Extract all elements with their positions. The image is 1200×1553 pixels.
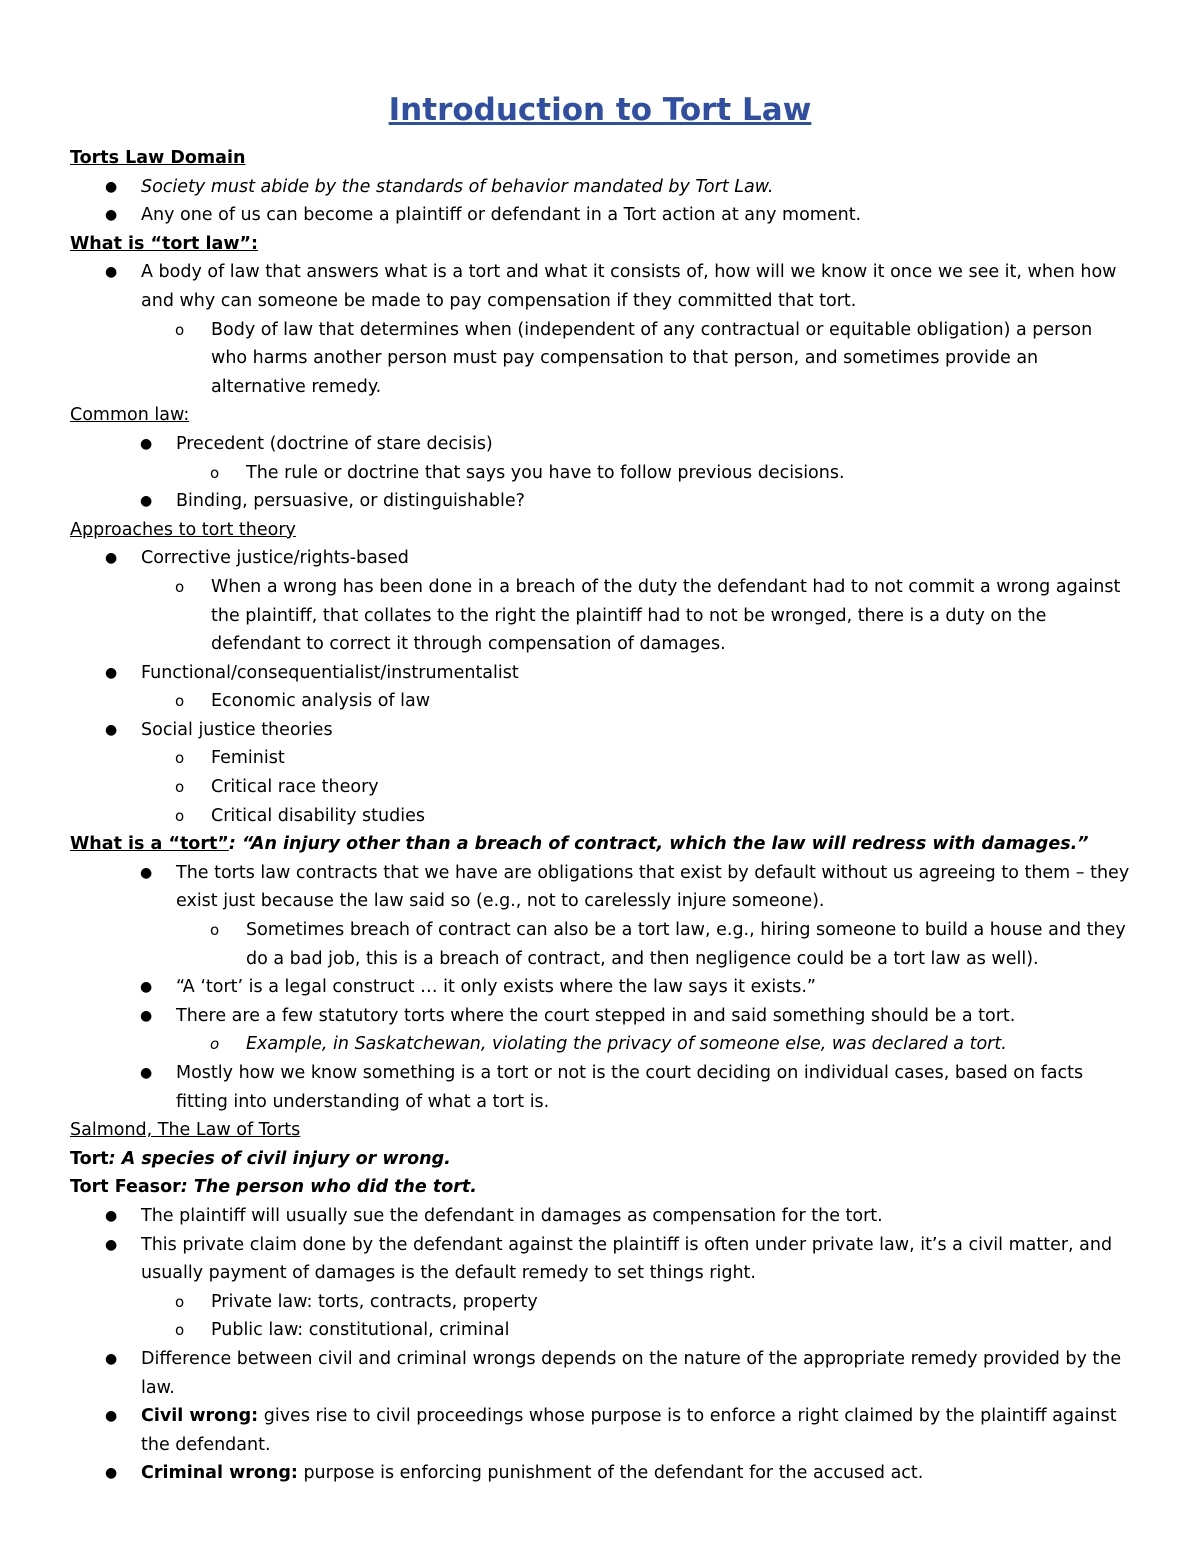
bullet-icon: ● [105, 264, 118, 281]
list-item: ● Binding, persuasive, or distinguishable? [70, 487, 1130, 516]
list-item: ● This private claim done by the defendant against the plaintiff is often under private law, it’s a civil matter, and usually payment of damages is the default remedy to set things right. [70, 1231, 1130, 1288]
bullet-icon: ● [105, 550, 118, 567]
circle-bullet-icon: o [210, 921, 220, 940]
bullet-icon: ● [105, 721, 118, 738]
circle-bullet-icon: o [210, 1035, 220, 1054]
list-item-criminal-wrong: ● Criminal wrong: purpose is enforcing punishment of the defendant for the accused act. [70, 1459, 1130, 1488]
bullet-icon: ● [140, 493, 153, 510]
circle-bullet-icon: o [175, 1292, 185, 1311]
sub-list-item: o Feminist [70, 744, 1130, 773]
bullet-icon: ● [140, 1007, 153, 1024]
sub-list-item: o Private law: torts, contracts, property [70, 1288, 1130, 1317]
list-item-civil-wrong: ● Civil wrong: gives rise to civil proceedings whose purpose is to enforce a right claimed by the plaintiff against the defendant. [70, 1402, 1130, 1459]
circle-bullet-icon: o [210, 463, 220, 482]
bullet-icon: ● [105, 1350, 118, 1367]
list-item: ● Society must abide by the standards of behavior mandated by Tort Law. [70, 173, 1130, 202]
list-item: ● Any one of us can become a plaintiff or defendant in a Tort action at any moment. [70, 201, 1130, 230]
sub-list-item: o Critical disability studies [70, 802, 1130, 831]
bullet-icon: ● [105, 1465, 118, 1482]
list-item: ● Precedent (doctrine of stare decisis) [70, 430, 1130, 459]
document-page [70, 90, 1130, 1488]
bullet-icon: ● [140, 979, 153, 996]
list-item: ● Mostly how we know something is a tort or not is the court deciding on individual cases, based on facts fitting into understanding of what a tort is. [70, 1059, 1130, 1116]
section-heading-what-is-a-tort: What is a “tort”: “An injury other than a breach of contract, which the law will redress with damages.” [70, 834, 1089, 855]
section-heading-what-is-tort-law: What is “tort law”: [70, 233, 258, 254]
section-heading-torts-law-domain: Torts Law Domain [70, 148, 246, 168]
circle-bullet-icon: o [175, 778, 185, 797]
circle-bullet-icon: o [175, 806, 185, 825]
circle-bullet-icon: o [175, 749, 185, 768]
section-heading-approaches: Approaches to tort theory [70, 519, 296, 540]
bullet-icon: ● [105, 1408, 118, 1425]
list-item: ● The plaintiff will usually sue the defendant in damages as compensation for the tort. [70, 1202, 1130, 1231]
circle-bullet-icon: o [175, 1321, 185, 1340]
bullet-icon: ● [140, 864, 153, 881]
circle-bullet-icon: o [175, 320, 185, 339]
definition-tort: Tort: A species of civil injury or wrong. [70, 1148, 451, 1169]
bullet-icon: ● [105, 1207, 118, 1224]
bullet-icon: ● [140, 435, 153, 452]
bullet-icon: ● [140, 1065, 153, 1081]
list-item: ● “A ‘tort’ is a legal construct … it only exists where the law says it exists.” [70, 973, 1130, 1002]
bullet-icon: ● [105, 178, 118, 195]
sub-list-item: o Economic analysis of law [70, 687, 1130, 716]
sub-list-item: o Sometimes breach of contract can also be a tort law, e.g., hiring someone to build a house and they do a bad job, this is a breach of contract, and then negligence could be a tort law as well). [70, 916, 1130, 973]
sub-list-item: o Example, in Saskatchewan, violating the privacy of someone else, was declared a tort. [70, 1030, 1130, 1059]
section-heading-common-law: Common law: [70, 405, 190, 426]
definition-tort-feasor: Tort Feasor: The person who did the tort. [70, 1177, 477, 1198]
list-item: ● Difference between civil and criminal wrongs depends on the nature of the appropriate remedy provided by the law. [70, 1345, 1130, 1402]
document-title: Introduction to Tort Law [388, 92, 812, 128]
bullet-icon: ● [105, 664, 118, 681]
section-heading-salmond: Salmond, The Law of Torts [70, 1120, 301, 1141]
sub-list-item: o Public law: constitutional, criminal [70, 1316, 1130, 1345]
circle-bullet-icon: o [175, 577, 185, 596]
sub-list-item: o The rule or doctrine that says you have to follow previous decisions. [70, 459, 1130, 488]
list-item: ● Functional/consequentialist/instrumentalist [70, 659, 1130, 688]
sub-list-item: o When a wrong has been done in a breach of the duty the defendant had to not commit a wrong against the plaintiff, that collates to the right the plaintiff had to not be wronged, there is a duty on the defendant to correct it through compensation of damages. [70, 573, 1130, 659]
list-item: ● There are a few statutory torts where the court stepped in and said something should be a tort. [70, 1002, 1130, 1031]
bullet-icon: ● [105, 1236, 118, 1253]
list-item: ● Corrective justice/rights-based [70, 544, 1130, 573]
list-item: ● A body of law that answers what is a tort and what it consists of, how will we know it once we see it, when how and why can someone be made to pay compensation if they committed that tort. [70, 258, 1130, 315]
circle-bullet-icon: o [175, 692, 185, 711]
list-item: ● The torts law contracts that we have are obligations that exist by default without us agreeing to them – they exist just because the law said so (e.g., not to carelessly injure someone). [70, 859, 1130, 916]
sub-list-item: o Critical race theory [70, 773, 1130, 802]
list-item: ● Social justice theories [70, 716, 1130, 745]
sub-list-item: o Body of law that determines when (independent of any contractual or equitable obligation) a person who harms another person must pay compensation to that person, and sometimes provide an alternative remedy. [70, 316, 1130, 402]
bullet-icon: ● [105, 207, 118, 224]
